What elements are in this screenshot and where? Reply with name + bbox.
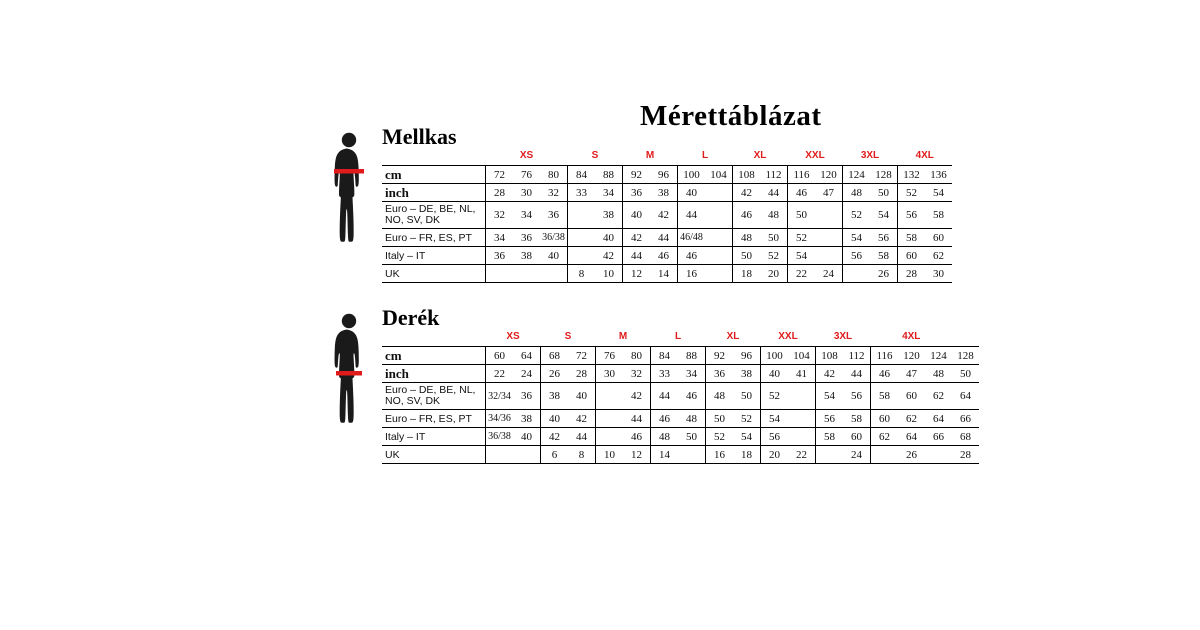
size-header-m: M <box>618 331 628 342</box>
cell: 112 <box>843 347 871 365</box>
cell: 116 <box>788 166 816 184</box>
cell <box>568 229 596 247</box>
cell: 44 <box>651 383 679 410</box>
cell: 24 <box>815 265 843 283</box>
cell: 26 <box>898 446 925 464</box>
chest-size-table <box>382 148 952 283</box>
cell: 52 <box>706 428 734 446</box>
cell <box>815 229 843 247</box>
cell: 60 <box>486 347 514 365</box>
cell: 80 <box>540 166 568 184</box>
cell: 22 <box>486 365 514 383</box>
cell: 42 <box>541 428 569 446</box>
waist-size-table-wrap <box>382 329 979 464</box>
cell: 8 <box>568 265 596 283</box>
cell <box>705 229 733 247</box>
cell: 96 <box>733 347 761 365</box>
cell: 100 <box>761 347 789 365</box>
cell: 52 <box>843 202 871 229</box>
cell: 20 <box>760 265 788 283</box>
cell: 58 <box>925 202 952 229</box>
cell: 44 <box>843 365 871 383</box>
cell: 10 <box>596 446 624 464</box>
cell: 108 <box>733 166 761 184</box>
cell: 84 <box>568 166 596 184</box>
cell: 14 <box>651 446 679 464</box>
cell: 18 <box>733 265 761 283</box>
cell <box>705 247 733 265</box>
cell: 40 <box>678 184 706 202</box>
cell: 24 <box>843 446 871 464</box>
cell: 12 <box>623 446 651 464</box>
cell: 56 <box>843 383 871 410</box>
table-row <box>382 383 979 410</box>
cell: 60 <box>925 229 952 247</box>
row-label-euro-de: Euro – DE, BE, NL, NO, SV, DK <box>382 202 486 229</box>
cell: 18 <box>733 446 761 464</box>
cell <box>815 202 843 229</box>
cell: 42 <box>816 365 844 383</box>
cell: 42 <box>623 229 651 247</box>
cell: 54 <box>788 247 816 265</box>
cell: 34 <box>486 229 514 247</box>
row-label-euro-fr: Euro – FR, ES, PT <box>382 229 486 247</box>
cell: 62 <box>925 383 952 410</box>
row-label-inch: inch <box>382 365 486 383</box>
cell: 40 <box>761 365 789 383</box>
cell: 66 <box>952 410 979 428</box>
cell: 47 <box>898 365 925 383</box>
cell: 120 <box>815 166 843 184</box>
cell: 33 <box>651 365 679 383</box>
row-label-italy: Italy – IT <box>382 428 486 446</box>
cell: 76 <box>513 166 540 184</box>
table-row <box>382 265 952 283</box>
cell: 50 <box>733 247 761 265</box>
cell: 20 <box>761 446 789 464</box>
cell: 80 <box>623 347 651 365</box>
cell: 40 <box>541 410 569 428</box>
cell: 58 <box>870 247 898 265</box>
cell: 44 <box>623 410 651 428</box>
row-label-italy: Italy – IT <box>382 247 486 265</box>
cell: 46 <box>623 428 651 446</box>
cell <box>788 383 816 410</box>
cell: 60 <box>871 410 899 428</box>
cell: 34 <box>513 202 540 229</box>
cell: 54 <box>816 383 844 410</box>
cell: 36 <box>706 365 734 383</box>
cell: 50 <box>760 229 788 247</box>
cell: 128 <box>952 347 979 365</box>
size-header-4xl: 4XL <box>902 331 921 342</box>
size-header-s: S <box>564 331 572 342</box>
section-title-chest: Mellkas <box>382 124 457 149</box>
cell: 136 <box>925 166 952 184</box>
cell: 112 <box>760 166 788 184</box>
cell: 47 <box>815 184 843 202</box>
cell: 72 <box>568 347 596 365</box>
cell: 64 <box>952 383 979 410</box>
row-label-euro-de: Euro – DE, BE, NL, NO, SV, DK <box>382 383 486 410</box>
size-header-3xl: 3XL <box>860 150 880 161</box>
cell: 42 <box>623 383 651 410</box>
size-header-s: S <box>591 150 599 161</box>
cell: 38 <box>541 383 569 410</box>
cell: 48 <box>925 365 952 383</box>
male-figure-waist-measure <box>320 311 378 441</box>
cell: 38 <box>513 247 540 265</box>
size-header-l: L <box>674 331 682 342</box>
cell: 42 <box>733 184 761 202</box>
cell: 38 <box>513 410 541 428</box>
cell: 46 <box>871 365 899 383</box>
cell: 46/48 <box>678 229 706 247</box>
cell: 42 <box>595 247 623 265</box>
cell: 44 <box>623 247 651 265</box>
cell: 54 <box>870 202 898 229</box>
cell: 76 <box>596 347 624 365</box>
cell: 50 <box>788 202 816 229</box>
cell: 12 <box>623 265 651 283</box>
cell: 92 <box>706 347 734 365</box>
cell: 16 <box>706 446 734 464</box>
cell: 14 <box>650 265 678 283</box>
cell: 84 <box>651 347 679 365</box>
cell: 46 <box>650 247 678 265</box>
waist-header-row <box>382 329 979 347</box>
table-row <box>382 202 952 229</box>
cell: 72 <box>486 166 514 184</box>
waist-size-table <box>382 329 979 464</box>
cell: 34/36 <box>486 410 514 428</box>
cell: 44 <box>568 428 596 446</box>
cell: 26 <box>870 265 898 283</box>
cell: 46 <box>678 247 706 265</box>
cell <box>678 446 706 464</box>
cell: 52 <box>760 247 788 265</box>
header-spacer <box>382 148 486 166</box>
cell: 100 <box>678 166 706 184</box>
cell: 52 <box>788 229 816 247</box>
cell: 68 <box>541 347 569 365</box>
row-label-uk: UK <box>382 446 486 464</box>
cell: 50 <box>952 365 979 383</box>
cell: 24 <box>513 365 541 383</box>
cell: 22 <box>788 265 816 283</box>
cell: 33 <box>568 184 596 202</box>
cell: 56 <box>843 247 871 265</box>
cell: 54 <box>843 229 871 247</box>
cell: 50 <box>706 410 734 428</box>
chest-size-table-wrap <box>382 148 952 283</box>
cell: 64 <box>898 428 925 446</box>
cell: 60 <box>843 428 871 446</box>
male-figure-chest-measure <box>320 130 378 260</box>
cell: 16 <box>678 265 706 283</box>
table-row <box>382 247 952 265</box>
cell: 50 <box>678 428 706 446</box>
cell: 32 <box>486 202 514 229</box>
size-header-xs: XS <box>506 331 520 342</box>
cell: 48 <box>651 428 679 446</box>
size-header-m: M <box>645 150 655 161</box>
cell: 28 <box>952 446 979 464</box>
cell: 48 <box>678 410 706 428</box>
cell <box>816 446 844 464</box>
cell: 6 <box>541 446 569 464</box>
table-row <box>382 365 979 383</box>
cell <box>705 184 733 202</box>
cell: 40 <box>623 202 651 229</box>
size-header-xl: XL <box>726 331 740 342</box>
cell <box>513 446 541 464</box>
cell: 58 <box>816 428 844 446</box>
cell: 40 <box>595 229 623 247</box>
cell: 42 <box>568 410 596 428</box>
cell: 60 <box>898 383 925 410</box>
size-header-4xl: 4XL <box>915 150 934 161</box>
cell: 22 <box>788 446 816 464</box>
cell <box>596 383 624 410</box>
cell: 124 <box>925 347 952 365</box>
cell <box>925 446 952 464</box>
cell: 36 <box>513 383 541 410</box>
cell: 96 <box>650 166 678 184</box>
cell: 56 <box>816 410 844 428</box>
cell: 28 <box>486 184 514 202</box>
cell: 56 <box>761 428 789 446</box>
cell: 52 <box>761 383 789 410</box>
row-label-cm: cm <box>382 347 486 365</box>
cell: 50 <box>870 184 898 202</box>
cell: 30 <box>513 184 540 202</box>
cell: 34 <box>678 365 706 383</box>
cell: 40 <box>568 383 596 410</box>
chest-header-row <box>382 148 952 166</box>
cell <box>871 446 899 464</box>
cell <box>568 202 596 229</box>
cell: 124 <box>843 166 871 184</box>
cell: 88 <box>595 166 623 184</box>
size-header-xxl: XXL <box>778 331 798 342</box>
cell: 46 <box>733 202 761 229</box>
cell: 116 <box>871 347 899 365</box>
cell: 52 <box>898 184 926 202</box>
cell <box>705 202 733 229</box>
cell: 48 <box>733 229 761 247</box>
cell: 46 <box>651 410 679 428</box>
cell: 68 <box>952 428 979 446</box>
cell <box>788 410 816 428</box>
cell: 44 <box>760 184 788 202</box>
cell: 66 <box>925 428 952 446</box>
cell <box>513 265 540 283</box>
table-row <box>382 347 979 365</box>
cell: 36/38 <box>540 229 568 247</box>
size-header-xs: XS <box>519 150 534 161</box>
cell: 42 <box>650 202 678 229</box>
cell: 92 <box>623 166 651 184</box>
cell: 52 <box>733 410 761 428</box>
cell: 104 <box>788 347 816 365</box>
cell: 50 <box>733 383 761 410</box>
cell <box>788 428 816 446</box>
cell: 62 <box>898 410 925 428</box>
cell: 104 <box>705 166 733 184</box>
row-label-uk: UK <box>382 265 486 283</box>
cell: 62 <box>871 428 899 446</box>
cell: 38 <box>595 202 623 229</box>
cell: 128 <box>870 166 898 184</box>
cell: 88 <box>678 347 706 365</box>
cell: 36 <box>540 202 568 229</box>
cell: 54 <box>925 184 952 202</box>
row-label-inch: inch <box>382 184 486 202</box>
size-header-xl: XL <box>753 150 767 161</box>
cell: 120 <box>898 347 925 365</box>
table-row <box>382 446 979 464</box>
row-label-cm: cm <box>382 166 486 184</box>
cell: 34 <box>595 184 623 202</box>
cell: 58 <box>871 383 899 410</box>
cell: 48 <box>706 383 734 410</box>
row-label-euro-fr: Euro – FR, ES, PT <box>382 410 486 428</box>
cell: 32 <box>540 184 568 202</box>
cell: 108 <box>816 347 844 365</box>
table-row <box>382 410 979 428</box>
cell: 44 <box>678 202 706 229</box>
cell: 10 <box>595 265 623 283</box>
cell: 40 <box>540 247 568 265</box>
cell: 56 <box>870 229 898 247</box>
cell: 44 <box>650 229 678 247</box>
cell <box>568 247 596 265</box>
page-title: Mérettáblázat <box>640 100 822 132</box>
cell: 58 <box>898 229 926 247</box>
cell: 30 <box>596 365 624 383</box>
cell: 32 <box>623 365 651 383</box>
section-title-waist: Derék <box>382 305 440 330</box>
size-header-l: L <box>701 150 709 161</box>
cell: 132 <box>898 166 926 184</box>
cell: 54 <box>761 410 789 428</box>
cell <box>596 410 624 428</box>
cell <box>843 265 871 283</box>
cell <box>596 428 624 446</box>
size-header-3xl: 3XL <box>833 331 853 342</box>
size-header-xxl: XXL <box>805 150 825 161</box>
cell: 28 <box>568 365 596 383</box>
cell <box>540 265 568 283</box>
cell: 36 <box>623 184 651 202</box>
table-row <box>382 166 952 184</box>
cell: 36 <box>486 247 514 265</box>
cell: 41 <box>788 365 816 383</box>
table-row <box>382 428 979 446</box>
cell: 40 <box>513 428 541 446</box>
cell: 38 <box>650 184 678 202</box>
cell: 48 <box>843 184 871 202</box>
cell: 26 <box>541 365 569 383</box>
cell: 8 <box>568 446 596 464</box>
cell: 56 <box>898 202 926 229</box>
cell: 60 <box>898 247 926 265</box>
cell: 58 <box>843 410 871 428</box>
cell: 30 <box>925 265 952 283</box>
cell <box>815 247 843 265</box>
cell <box>486 265 514 283</box>
cell: 48 <box>760 202 788 229</box>
cell: 64 <box>925 410 952 428</box>
cell: 62 <box>925 247 952 265</box>
header-spacer <box>382 329 486 347</box>
cell: 28 <box>898 265 926 283</box>
cell: 36 <box>513 229 540 247</box>
cell: 46 <box>788 184 816 202</box>
table-row <box>382 229 952 247</box>
cell: 32/34 <box>486 383 514 410</box>
cell: 38 <box>733 365 761 383</box>
table-row <box>382 184 952 202</box>
cell <box>705 265 733 283</box>
cell: 46 <box>678 383 706 410</box>
cell <box>486 446 514 464</box>
cell: 54 <box>733 428 761 446</box>
cell: 36/38 <box>486 428 514 446</box>
cell: 64 <box>513 347 541 365</box>
